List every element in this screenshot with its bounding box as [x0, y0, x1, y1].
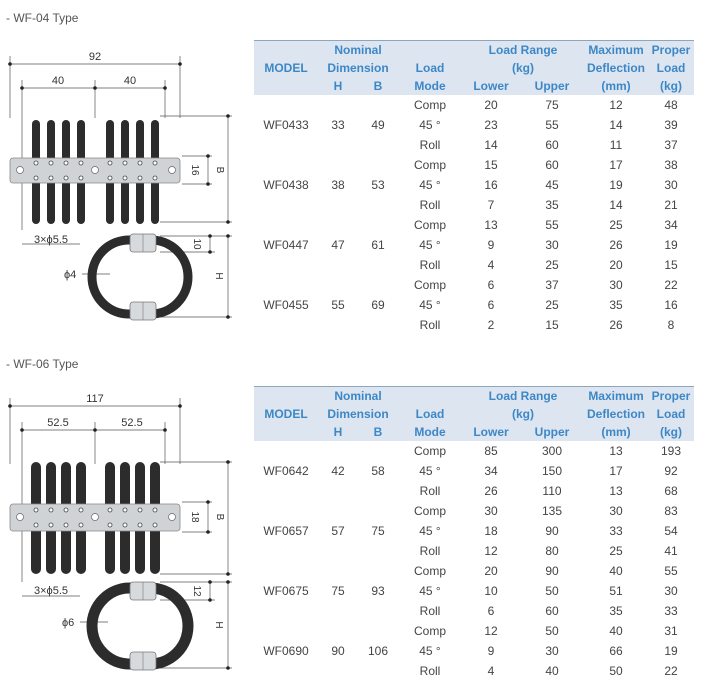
- h-cell: 38: [331, 178, 345, 192]
- lower-cell: 20: [484, 564, 498, 578]
- header-nominal: Nominal: [318, 41, 398, 60]
- deflection-cell: 40: [609, 624, 623, 638]
- mode-cell: Comp: [413, 278, 446, 292]
- upper-cell: 75: [545, 98, 559, 112]
- model-cell: WF0690: [263, 644, 309, 658]
- lower-cell: 9: [487, 644, 495, 658]
- header-dimension: Dimension: [318, 405, 398, 423]
- header-load-range: Load Range: [462, 387, 584, 406]
- lower-cell: 12: [484, 544, 498, 558]
- b-cell: 93: [371, 584, 385, 598]
- h-cell: 47: [331, 238, 345, 252]
- b-cell: 53: [371, 178, 385, 192]
- lower-cell: 23: [484, 118, 498, 132]
- upper-cell: 30: [545, 644, 559, 658]
- proper-cell: 55: [664, 564, 678, 578]
- b-cell: 61: [371, 238, 385, 252]
- lower-cell: 20: [484, 98, 498, 112]
- dim-overall-width: 92: [88, 51, 102, 63]
- mode-cell: Comp: [413, 98, 446, 112]
- deflection-cell: 26: [609, 318, 623, 332]
- dim-clamp-gap: 12: [191, 585, 202, 597]
- deflection-cell: 35: [609, 298, 623, 312]
- proper-cell: 48: [664, 98, 678, 112]
- dim-clamp-gap: 10: [191, 238, 202, 250]
- model-cell: WF0657: [263, 524, 309, 538]
- proper-cell: 39: [664, 118, 678, 132]
- proper-cell: 30: [664, 584, 678, 598]
- dim-plate-height: 16: [189, 164, 200, 176]
- proper-cell: 54: [664, 524, 678, 538]
- upper-cell: 40: [545, 664, 559, 678]
- model-cell: WF0455: [263, 298, 309, 312]
- mode-cell: 45 °: [419, 644, 441, 658]
- header-deflection: Deflection: [584, 59, 648, 77]
- header-lower: Lower: [462, 77, 520, 95]
- deflection-cell: 50: [609, 664, 623, 678]
- h-cell: 90: [331, 644, 345, 658]
- mode-cell: 45 °: [419, 524, 441, 538]
- header-deflection: Deflection: [584, 405, 648, 423]
- model-cell: WF0433: [263, 118, 309, 132]
- upper-cell: 25: [545, 258, 559, 272]
- lower-cell: 13: [484, 218, 498, 232]
- wire-diameter: ϕ4: [64, 269, 77, 281]
- header-proper-load: Load: [648, 59, 694, 77]
- header-model: MODEL: [254, 41, 318, 96]
- upper-cell: 30: [545, 238, 559, 252]
- mode-cell: Comp: [413, 564, 446, 578]
- wf06-drawing: [0, 386, 245, 686]
- deflection-cell: 19: [609, 178, 623, 192]
- upper-cell: 15: [545, 318, 559, 332]
- mode-cell: Roll: [419, 258, 441, 272]
- mode-cell: Roll: [419, 198, 441, 212]
- header-proper-kg: (kg): [648, 423, 694, 441]
- proper-cell: 37: [664, 138, 678, 152]
- upper-cell: 300: [541, 444, 563, 458]
- deflection-cell: 66: [609, 644, 623, 658]
- b-cell: 69: [371, 298, 385, 312]
- mode-cell: Comp: [413, 218, 446, 232]
- lower-cell: 85: [484, 444, 498, 458]
- proper-cell: 92: [664, 464, 678, 478]
- header-lower: Lower: [462, 423, 520, 441]
- mode-cell: Roll: [419, 544, 441, 558]
- dim-half-right: 52.5: [121, 417, 143, 429]
- mode-cell: 45 °: [419, 464, 441, 478]
- upper-cell: 60: [545, 158, 559, 172]
- lower-cell: 26: [484, 484, 498, 498]
- dim-h-label: H: [213, 272, 224, 280]
- h-cell: 33: [331, 118, 345, 132]
- h-cell: 42: [331, 464, 345, 478]
- lower-cell: 6: [487, 278, 495, 292]
- header-maximum: Maximum: [584, 387, 648, 406]
- mode-cell: Comp: [413, 158, 446, 172]
- upper-cell: 55: [545, 118, 559, 132]
- header-proper-load: Load: [648, 405, 694, 423]
- upper-cell: 25: [545, 298, 559, 312]
- proper-cell: 31: [664, 624, 678, 638]
- hole-note: 3×ϕ5.5: [34, 585, 68, 597]
- deflection-cell: 35: [609, 604, 623, 618]
- dim-half-left: 40: [51, 75, 65, 87]
- proper-cell: 193: [660, 444, 682, 458]
- mode-cell: Roll: [419, 604, 441, 618]
- dim-half-left: 52.5: [47, 417, 69, 429]
- lower-cell: 6: [487, 298, 495, 312]
- deflection-cell: 12: [609, 98, 623, 112]
- mode-cell: 45 °: [419, 584, 441, 598]
- header-dimension: Dimension: [318, 59, 398, 77]
- deflection-cell: 30: [609, 278, 623, 292]
- header-proper: Proper: [648, 387, 694, 406]
- deflection-cell: 17: [609, 464, 623, 478]
- dim-half-right: 40: [123, 75, 137, 87]
- mode-cell: 45 °: [419, 238, 441, 252]
- dim-plate-height: 18: [189, 511, 200, 523]
- mode-cell: 45 °: [419, 298, 441, 312]
- deflection-cell: 30: [609, 504, 623, 518]
- header-b: B: [358, 77, 398, 95]
- mode-cell: Comp: [413, 504, 446, 518]
- header-b: B: [358, 423, 398, 441]
- b-cell: 106: [367, 644, 389, 658]
- header-nominal: Nominal: [318, 387, 398, 406]
- wire-diameter: ϕ6: [62, 617, 75, 629]
- deflection-cell: 33: [609, 524, 623, 538]
- lower-cell: 30: [484, 504, 498, 518]
- header-proper: Proper: [648, 41, 694, 60]
- mode-cell: Comp: [413, 624, 446, 638]
- proper-cell: 38: [664, 158, 678, 172]
- proper-cell: 19: [664, 644, 678, 658]
- lower-cell: 34: [484, 464, 498, 478]
- upper-cell: 60: [545, 604, 559, 618]
- upper-cell: 90: [545, 564, 559, 578]
- deflection-cell: 13: [609, 444, 623, 458]
- deflection-cell: 25: [609, 218, 623, 232]
- proper-cell: 33: [664, 604, 678, 618]
- dim-overall-width: 117: [86, 393, 104, 405]
- upper-cell: 45: [545, 178, 559, 192]
- header-model: MODEL: [254, 387, 318, 442]
- section-title-wf06: - WF-06 Type: [6, 357, 79, 371]
- proper-cell: 68: [664, 484, 678, 498]
- proper-cell: 22: [664, 664, 678, 678]
- lower-cell: 4: [487, 664, 495, 678]
- header-upper: Upper: [520, 77, 584, 95]
- mode-cell: Roll: [419, 138, 441, 152]
- deflection-cell: 14: [609, 118, 623, 132]
- deflection-cell: 40: [609, 564, 623, 578]
- header-h: H: [318, 77, 358, 95]
- lower-cell: 12: [484, 624, 498, 638]
- h-cell: 57: [331, 524, 345, 538]
- proper-cell: 83: [664, 504, 678, 518]
- lower-cell: 7: [487, 198, 495, 212]
- header-mode: Mode: [398, 77, 462, 95]
- proper-cell: 22: [664, 278, 678, 292]
- model-cell: WF0438: [263, 178, 309, 192]
- lower-cell: 10: [484, 584, 498, 598]
- header-load: Load: [398, 387, 462, 424]
- wf04-drawing: [0, 40, 245, 330]
- upper-cell: 80: [545, 544, 559, 558]
- dim-h-label: H: [213, 621, 224, 629]
- lower-cell: 4: [487, 258, 495, 272]
- section-title-wf04: - WF-04 Type: [6, 11, 79, 25]
- model-cell: WF0642: [263, 464, 309, 478]
- dim-b-label: B: [214, 166, 225, 174]
- deflection-cell: 26: [609, 238, 623, 252]
- deflection-cell: 20: [609, 258, 623, 272]
- upper-cell: 55: [545, 218, 559, 232]
- wf04-spec-table: [254, 40, 694, 335]
- upper-cell: 150: [541, 464, 563, 478]
- proper-cell: 21: [664, 198, 678, 212]
- proper-cell: 8: [667, 318, 675, 332]
- upper-cell: 35: [545, 198, 559, 212]
- lower-cell: 18: [484, 524, 498, 538]
- lower-cell: 15: [484, 158, 498, 172]
- b-cell: 49: [371, 118, 385, 132]
- proper-cell: 16: [664, 298, 678, 312]
- upper-cell: 50: [545, 584, 559, 598]
- header-mm: (mm): [584, 423, 648, 441]
- mode-cell: 45 °: [419, 178, 441, 192]
- header-upper: Upper: [520, 423, 584, 441]
- header-kg: (kg): [462, 59, 584, 77]
- h-cell: 55: [331, 298, 345, 312]
- lower-cell: 14: [484, 138, 498, 152]
- mode-cell: 45 °: [419, 118, 441, 132]
- deflection-cell: 13: [609, 484, 623, 498]
- proper-cell: 15: [664, 258, 678, 272]
- header-h: H: [318, 423, 358, 441]
- proper-cell: 30: [664, 178, 678, 192]
- header-mm: (mm): [584, 77, 648, 95]
- mode-cell: Comp: [413, 444, 446, 458]
- mode-cell: Roll: [419, 318, 441, 332]
- b-cell: 58: [371, 464, 385, 478]
- lower-cell: 9: [487, 238, 495, 252]
- lower-cell: 2: [487, 318, 495, 332]
- header-proper-kg: (kg): [648, 77, 694, 95]
- deflection-cell: 11: [609, 138, 623, 152]
- model-cell: WF0675: [263, 584, 309, 598]
- proper-cell: 19: [664, 238, 678, 252]
- deflection-cell: 17: [609, 158, 623, 172]
- header-kg: (kg): [462, 405, 584, 423]
- deflection-cell: 51: [609, 584, 623, 598]
- proper-cell: 34: [664, 218, 678, 232]
- upper-cell: 60: [545, 138, 559, 152]
- upper-cell: 110: [542, 484, 562, 498]
- wf06-spec-table: [254, 386, 694, 681]
- header-maximum: Maximum: [584, 41, 648, 60]
- header-mode: Mode: [398, 423, 462, 441]
- header-load: Load: [398, 41, 462, 78]
- deflection-cell: 25: [609, 544, 623, 558]
- mode-cell: Roll: [419, 664, 441, 678]
- lower-cell: 16: [484, 178, 498, 192]
- upper-cell: 37: [545, 278, 559, 292]
- h-cell: 75: [331, 584, 345, 598]
- mode-cell: Roll: [419, 484, 441, 498]
- deflection-cell: 14: [609, 198, 623, 212]
- upper-cell: 50: [545, 624, 559, 638]
- lower-cell: 6: [487, 604, 495, 618]
- upper-cell: 135: [541, 504, 563, 518]
- b-cell: 75: [371, 524, 385, 538]
- proper-cell: 41: [664, 544, 678, 558]
- model-cell: WF0447: [263, 238, 309, 252]
- upper-cell: 90: [545, 524, 559, 538]
- dim-b-label: B: [214, 513, 225, 521]
- hole-note: 3×ϕ5.5: [34, 234, 68, 246]
- header-load-range: Load Range: [462, 41, 584, 60]
